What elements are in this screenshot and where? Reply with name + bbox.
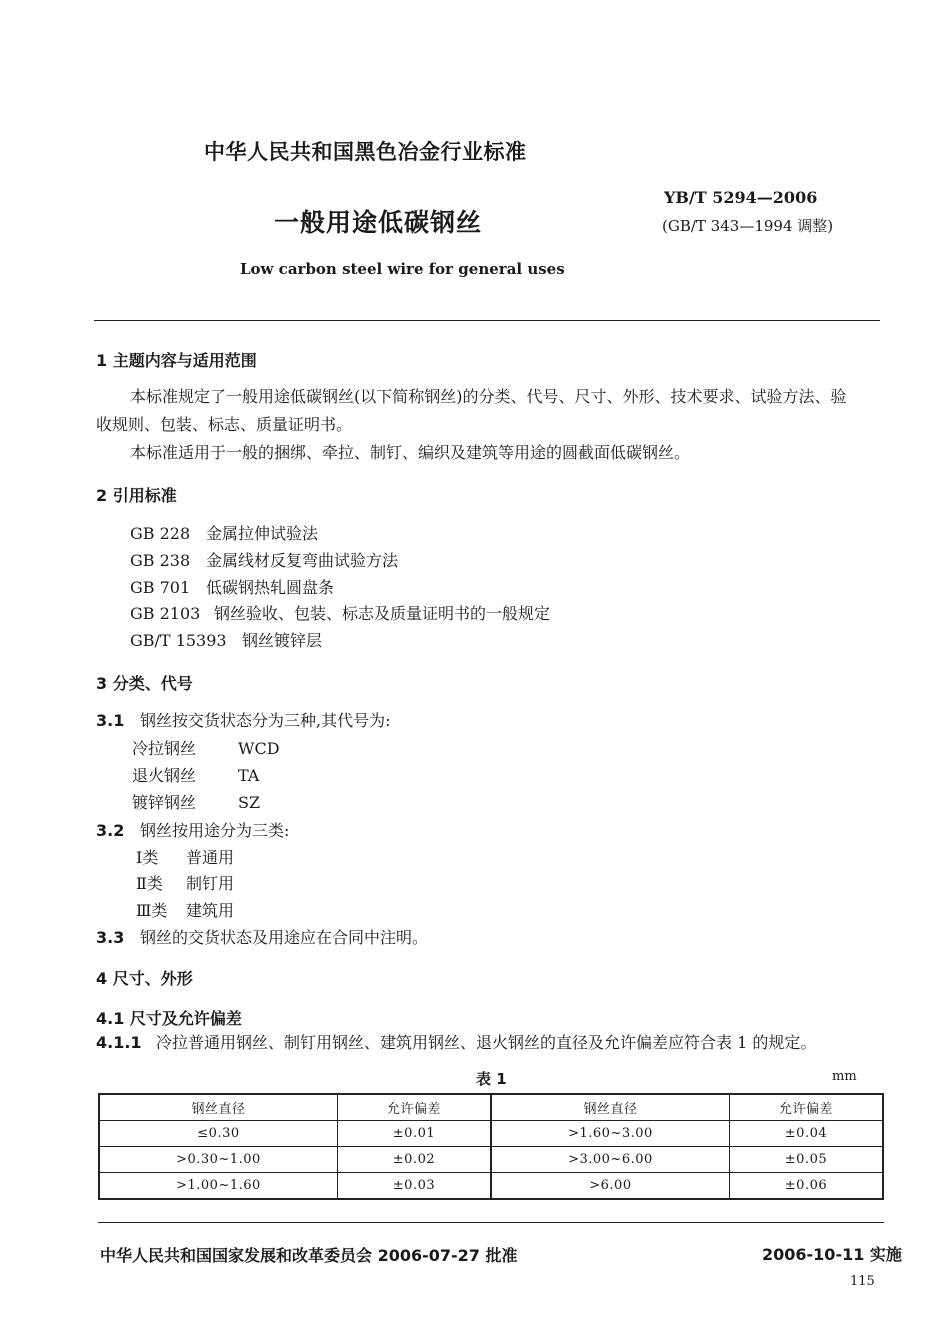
table-header-row (99, 1094, 883, 1121)
table-cell: ≤0.30 (99, 1121, 337, 1147)
reference-name: 金属拉伸试验法 (206, 524, 319, 543)
replaces-standard: (GB/T 343—1994 调整) (662, 217, 834, 235)
reference-name: 金属线材反复弯曲试验方法 (206, 551, 399, 570)
table-row (99, 1173, 883, 1200)
table-cell: ±0.03 (337, 1173, 491, 1200)
clause-number: 4.1.1 (96, 1033, 142, 1052)
clause-text: 冷拉普通用钢丝、制钉用钢丝、建筑用钢丝、退火钢丝的直径及允许偏差应符合表 1 的规定。 (156, 1033, 817, 1052)
table-cell: ±0.06 (729, 1173, 883, 1200)
state-code: TA (238, 766, 260, 785)
column-header: 钢丝直径 (99, 1094, 337, 1121)
table-cell: >3.00~6.00 (491, 1147, 729, 1173)
section-2-heading: 2 引用标准 (96, 486, 177, 505)
state-name: 镀锌钢丝 (132, 793, 197, 812)
section-1-paragraph-2: 本标准适用于一般的捆绑、牵拉、制钉、编织及建筑等用途的圆截面低碳钢丝。 (130, 443, 691, 462)
table-cell: >0.30~1.00 (99, 1147, 337, 1173)
clause-text: 钢丝按交货状态分为三种,其代号为: (140, 711, 391, 730)
reference-code: GB/T 15393 (130, 631, 227, 650)
use-class: Ⅰ类 (136, 848, 159, 867)
table-unit: mm (832, 1069, 857, 1084)
state-name: 冷拉钢丝 (132, 739, 197, 758)
effective-date: 2006-10-11 实施 (762, 1245, 902, 1264)
use-item (136, 898, 234, 921)
state-code: WCD (238, 739, 280, 758)
state-item (132, 790, 260, 813)
column-header: 允许偏差 (729, 1094, 883, 1121)
document-title: 一般用途低碳钢丝 (274, 208, 483, 237)
reference-item (130, 575, 334, 598)
header-rule (94, 320, 880, 321)
reference-item (130, 548, 398, 571)
table-cell: >1.00~1.60 (99, 1173, 337, 1200)
table-cell: ±0.01 (337, 1121, 491, 1147)
clause-number: 3.3 (96, 928, 125, 947)
reference-code: GB 238 (130, 551, 191, 570)
diameter-tolerance-table (98, 1093, 884, 1200)
use-name: 建筑用 (186, 901, 235, 920)
use-item (136, 845, 234, 868)
clause-3-1 (96, 708, 390, 731)
column-header: 允许偏差 (337, 1094, 491, 1121)
clause-4-1-1 (96, 1030, 816, 1053)
column-header: 钢丝直径 (491, 1094, 729, 1121)
clause-number: 3.1 (96, 711, 125, 730)
state-name: 退火钢丝 (132, 766, 197, 785)
page-number: 115 (850, 1274, 875, 1289)
clause-text: 钢丝的交货状态及用途应在合同中注明。 (140, 928, 429, 947)
clause-number: 3.2 (96, 821, 125, 840)
org-title: 中华人民共和国黑色冶金行业标准 (204, 140, 527, 164)
section-3-heading: 3 分类、代号 (96, 674, 193, 693)
reference-name: 低碳钢热轧圆盘条 (206, 578, 335, 597)
reference-code: GB 2103 (130, 604, 201, 623)
clause-3-3 (96, 925, 428, 948)
reference-name: 钢丝镀锌层 (242, 631, 323, 650)
table-cell: >1.60~3.00 (491, 1121, 729, 1147)
table-cell: ±0.04 (729, 1121, 883, 1147)
clause-3-2 (96, 818, 289, 841)
use-item (136, 871, 234, 894)
reference-code: GB 228 (130, 524, 191, 543)
standard-number: YB/T 5294—2006 (664, 188, 818, 207)
use-class: Ⅱ类 (136, 874, 163, 893)
section-1-heading: 1 主题内容与适用范围 (96, 351, 257, 370)
table-cell: ±0.05 (729, 1147, 883, 1173)
use-class: Ⅲ类 (136, 901, 168, 920)
reference-code: GB 701 (130, 578, 191, 597)
footer-rule (98, 1222, 884, 1223)
state-item (132, 763, 259, 786)
reference-name: 钢丝验收、包装、标志及质量证明书的一般规定 (214, 604, 551, 623)
clause-4-1: 4.1 尺寸及允许偏差 (96, 1009, 242, 1028)
table-cell: >6.00 (491, 1173, 729, 1200)
reference-item (130, 628, 322, 651)
reference-item (130, 601, 550, 624)
use-name: 普通用 (186, 848, 235, 867)
clause-text: 钢丝按用途分为三类: (140, 821, 290, 840)
section-1-paragraph-line-1: 本标准规定了一般用途低碳钢丝(以下简称钢丝)的分类、代号、尺寸、外形、技术要求、试验方法、验 (130, 387, 847, 406)
section-1-paragraph-line-2: 收规则、包装、标志、质量证明书。 (96, 415, 353, 434)
table-row (99, 1121, 883, 1147)
use-name: 制钉用 (186, 874, 235, 893)
state-code: SZ (238, 793, 261, 812)
state-item (132, 736, 280, 759)
reference-item (130, 521, 318, 544)
table-caption: 表 1 (476, 1070, 507, 1088)
document-title-english: Low carbon steel wire for general uses (240, 260, 565, 278)
table-cell: ±0.02 (337, 1147, 491, 1173)
section-4-heading: 4 尺寸、外形 (96, 969, 193, 988)
approval-line: 中华人民共和国国家发展和改革委员会 2006-07-27 批准 (100, 1246, 518, 1265)
table-row (99, 1147, 883, 1173)
